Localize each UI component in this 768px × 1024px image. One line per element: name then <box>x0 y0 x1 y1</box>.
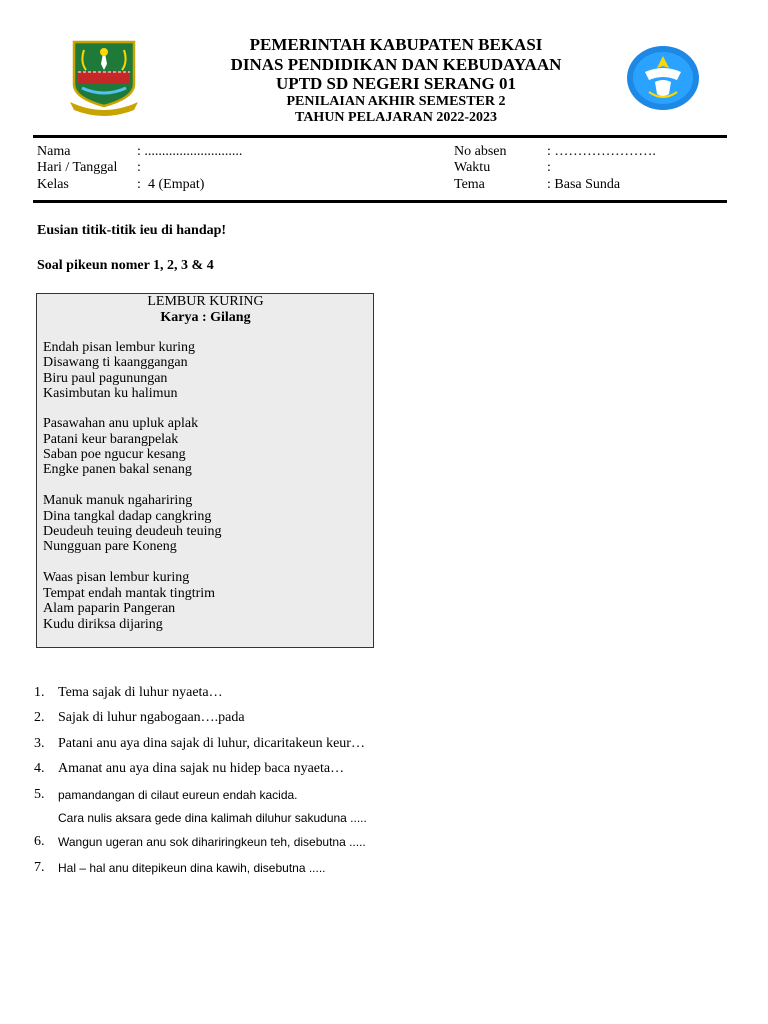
poem-author: Karya : Gilang <box>160 310 251 325</box>
instruction-main: Eusian titik-titik ieu di handap! <box>37 223 227 238</box>
kabupaten-bekasi-logo <box>68 40 140 116</box>
class-value: 4 (Empat) <box>148 177 205 192</box>
header-school-year: TAHUN PELAJARAN 2022-2023 <box>295 110 497 125</box>
poem-line: Pasawahan anu upluk aplak <box>43 416 199 431</box>
question-text: Tema sajak di luhur nyaeta… <box>58 685 223 700</box>
date-field[interactable]: : <box>137 160 141 175</box>
name-label: Nama <box>37 144 71 159</box>
poem-line: Saban poe ngucur kesang <box>43 447 186 462</box>
name-field[interactable]: : ............................ <box>137 144 243 159</box>
question-text: Sajak di luhur ngabogaan….pada <box>58 710 245 725</box>
poem-line: Manuk manuk ngahariring <box>43 493 193 508</box>
instruction-sub: Soal pikeun nomer 1, 2, 3 & 4 <box>37 258 214 273</box>
poem-line: Kasimbutan ku halimun <box>43 386 178 401</box>
poem-line: Dina tangkal dadap cangkring <box>43 509 212 524</box>
absence-number-field[interactable]: : …………………. <box>547 144 656 159</box>
question-number: 6. <box>34 834 45 849</box>
poem-line: Deudeuh teuing deudeuh teuing <box>43 524 222 539</box>
header-divider-top <box>33 135 727 138</box>
question-number: 3. <box>34 736 45 751</box>
poem-line: Disawang ti kaanggangan <box>43 355 188 370</box>
theme-label: Tema <box>454 177 485 192</box>
poem-line: Kudu diriksa dijaring <box>43 617 163 632</box>
question-text-continuation: Cara nulis aksara gede dina kalimah diluhur sakuduna ..... <box>58 811 367 825</box>
time-label: Waktu <box>454 160 491 175</box>
header-school: UPTD SD NEGERI SERANG 01 <box>276 74 516 93</box>
header-government: PEMERINTAH KABUPATEN BEKASI <box>249 35 543 54</box>
header-assessment: PENILAIAN AKHIR SEMESTER 2 <box>286 94 506 109</box>
poem-line: Nungguan pare Koneng <box>43 539 177 554</box>
poem-line: Endah pisan lembur kuring <box>43 340 196 355</box>
poem-line: Tempat endah mantak tingtrim <box>43 586 216 601</box>
tut-wuri-handayani-logo <box>625 44 701 112</box>
header-divider-bottom <box>33 200 727 203</box>
question-number: 4. <box>34 761 45 776</box>
question-number: 5. <box>34 787 45 802</box>
poem-line: Alam paparin Pangeran <box>43 601 176 616</box>
class-label: Kelas <box>37 177 69 192</box>
time-field[interactable]: : <box>547 160 551 175</box>
poem-line: Engke panen bakal senang <box>43 462 192 477</box>
theme-value: : Basa Sunda <box>547 177 621 192</box>
question-text: pamandangan di cilaut eureun endah kacida. <box>58 788 298 802</box>
poem-line: Patani keur barangpelak <box>43 432 179 447</box>
class-colon: : <box>137 177 141 192</box>
question-text: Patani anu aya dina sajak di luhur, dicaritakeun keur… <box>58 736 365 751</box>
question-number: 1. <box>34 685 45 700</box>
date-label: Hari / Tanggal <box>37 160 118 175</box>
poem-title: LEMBUR KURING <box>147 294 264 309</box>
question-number: 7. <box>34 860 45 875</box>
poem-line: Biru paul pagunungan <box>43 371 168 386</box>
question-text: Wangun ugeran anu sok dihariringkeun teh, disebutna ..... <box>58 835 366 849</box>
question-number: 2. <box>34 710 45 725</box>
poem-line: Waas pisan lembur kuring <box>43 570 190 585</box>
question-text: Amanat anu aya dina sajak nu hidep baca nyaeta… <box>58 761 345 776</box>
absence-number-label: No absen <box>454 144 507 159</box>
header-department: DINAS PENDIDIKAN DAN KEBUDAYAAN <box>230 55 562 74</box>
question-text: Hal – hal anu ditepikeun dina kawih, disebutna ..... <box>58 861 326 875</box>
